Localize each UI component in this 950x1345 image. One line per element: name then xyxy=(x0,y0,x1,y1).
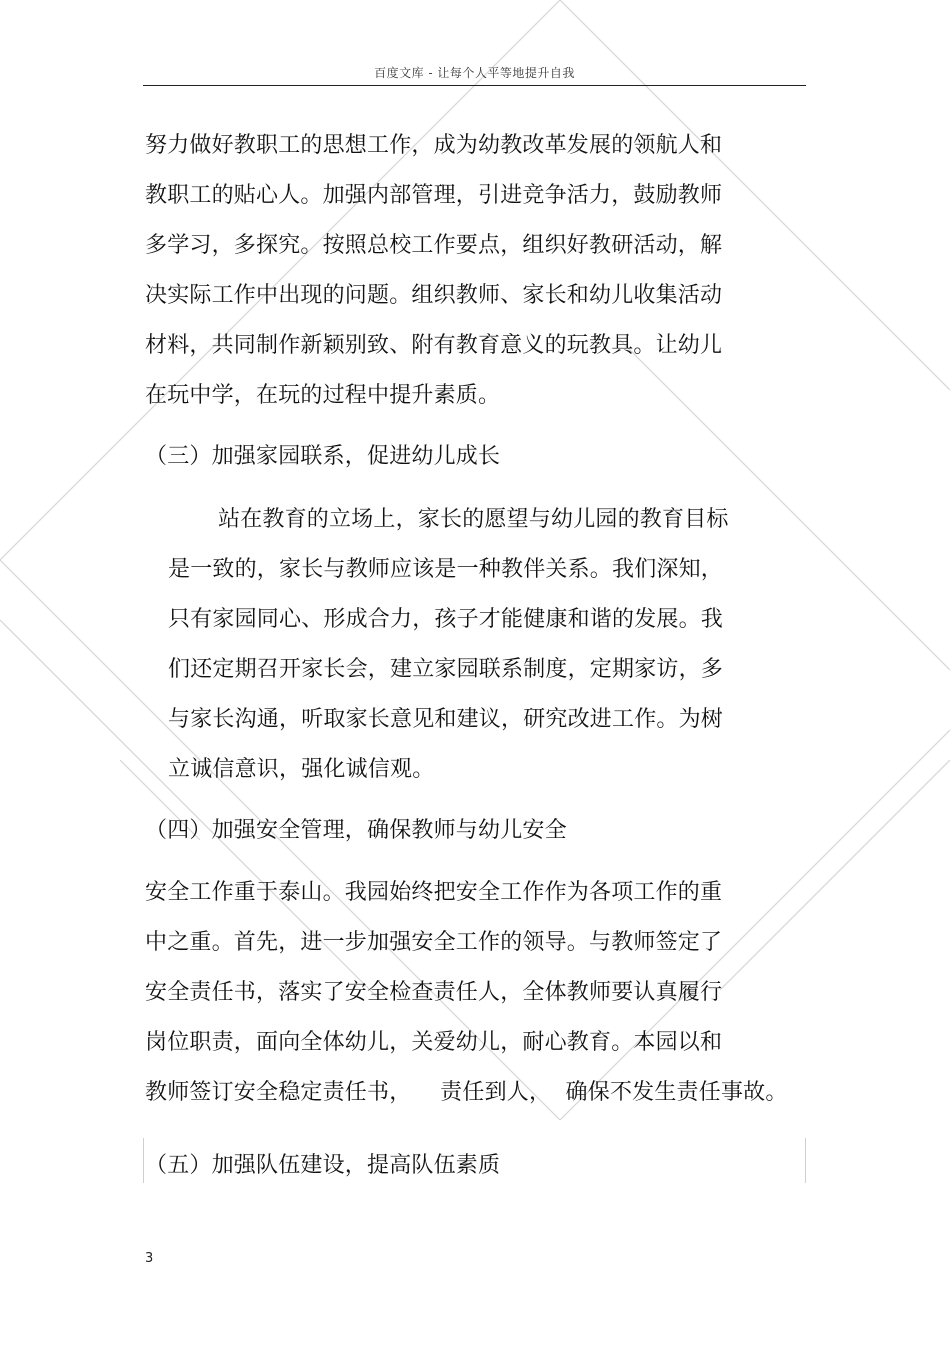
paragraph-3-line-5: 教师签订安全稳定责任书， 责任到人， 确保不发生责任事故。 xyxy=(145,1080,788,1105)
paragraph-3-line-3: 安全责任书，落实了安全检查责任人，全体教师要认真履行 xyxy=(145,980,723,1005)
paragraph-1-line-5: 材料，共同制作新颖别致、附有教育意义的玩教具。让幼儿 xyxy=(145,333,723,358)
paragraph-3-line-1: 安全工作重于泰山。我园始终把安全工作作为各项工作的重 xyxy=(145,880,723,905)
paragraph-2-line-3: 只有家园同心、形成合力，孩子才能健康和谐的发展。我 xyxy=(168,607,724,632)
page-number: 3 xyxy=(145,1251,154,1266)
paragraph-2-line-5: 与家长沟通，听取家长意见和建议，研究改进工作。为树 xyxy=(168,707,724,732)
paragraph-1-line-3: 多学习，多探究。按照总校工作要点，组织好教研活动，解 xyxy=(145,233,723,258)
paragraph-3-line-4: 岗位职责，面向全体幼儿，关爱幼儿，耐心教育。本园以和 xyxy=(145,1030,723,1055)
paragraph-1-line-2: 教职工的贴心人。加强内部管理，引进竞争活力，鼓励教师 xyxy=(145,183,723,208)
paragraph-1-line-4: 决实际工作中出现的问题。组织教师、家长和幼儿收集活动 xyxy=(145,283,723,308)
paragraph-1-line-6: 在玩中学，在玩的过程中提升素质。 xyxy=(145,383,501,408)
header-divider xyxy=(143,85,806,86)
section-frame-right xyxy=(805,1138,806,1183)
paragraph-2-line-4: 们还定期召开家长会，建立家园联系制度，定期家访，多 xyxy=(168,657,724,682)
section-heading-5: （五）加强队伍建设，提高队伍素质 xyxy=(145,1153,501,1178)
section-frame-left xyxy=(143,1138,144,1183)
paragraph-3-line-2: 中之重。首先，进一步加强安全工作的领导。与教师签定了 xyxy=(145,930,723,955)
paragraph-1-line-1: 努力做好教职工的思想工作，成为幼教改革发展的领航人和 xyxy=(145,133,723,158)
section-heading-3: （三）加强家园联系，促进幼儿成长 xyxy=(145,444,501,469)
paragraph-2-line-2: 是一致的，家长与教师应该是一种教伴关系。我们深知， xyxy=(168,557,724,582)
section-heading-4: （四）加强安全管理，确保教师与幼儿安全 xyxy=(145,818,567,843)
paragraph-2-line-6: 立诚信意识，强化诚信观。 xyxy=(168,757,435,782)
paragraph-2-line-1: 站在教育的立场上，家长的愿望与幼儿园的教育目标 xyxy=(218,507,729,532)
page-header: 百度文库 - 让每个人平等地提升自我 xyxy=(374,66,575,80)
